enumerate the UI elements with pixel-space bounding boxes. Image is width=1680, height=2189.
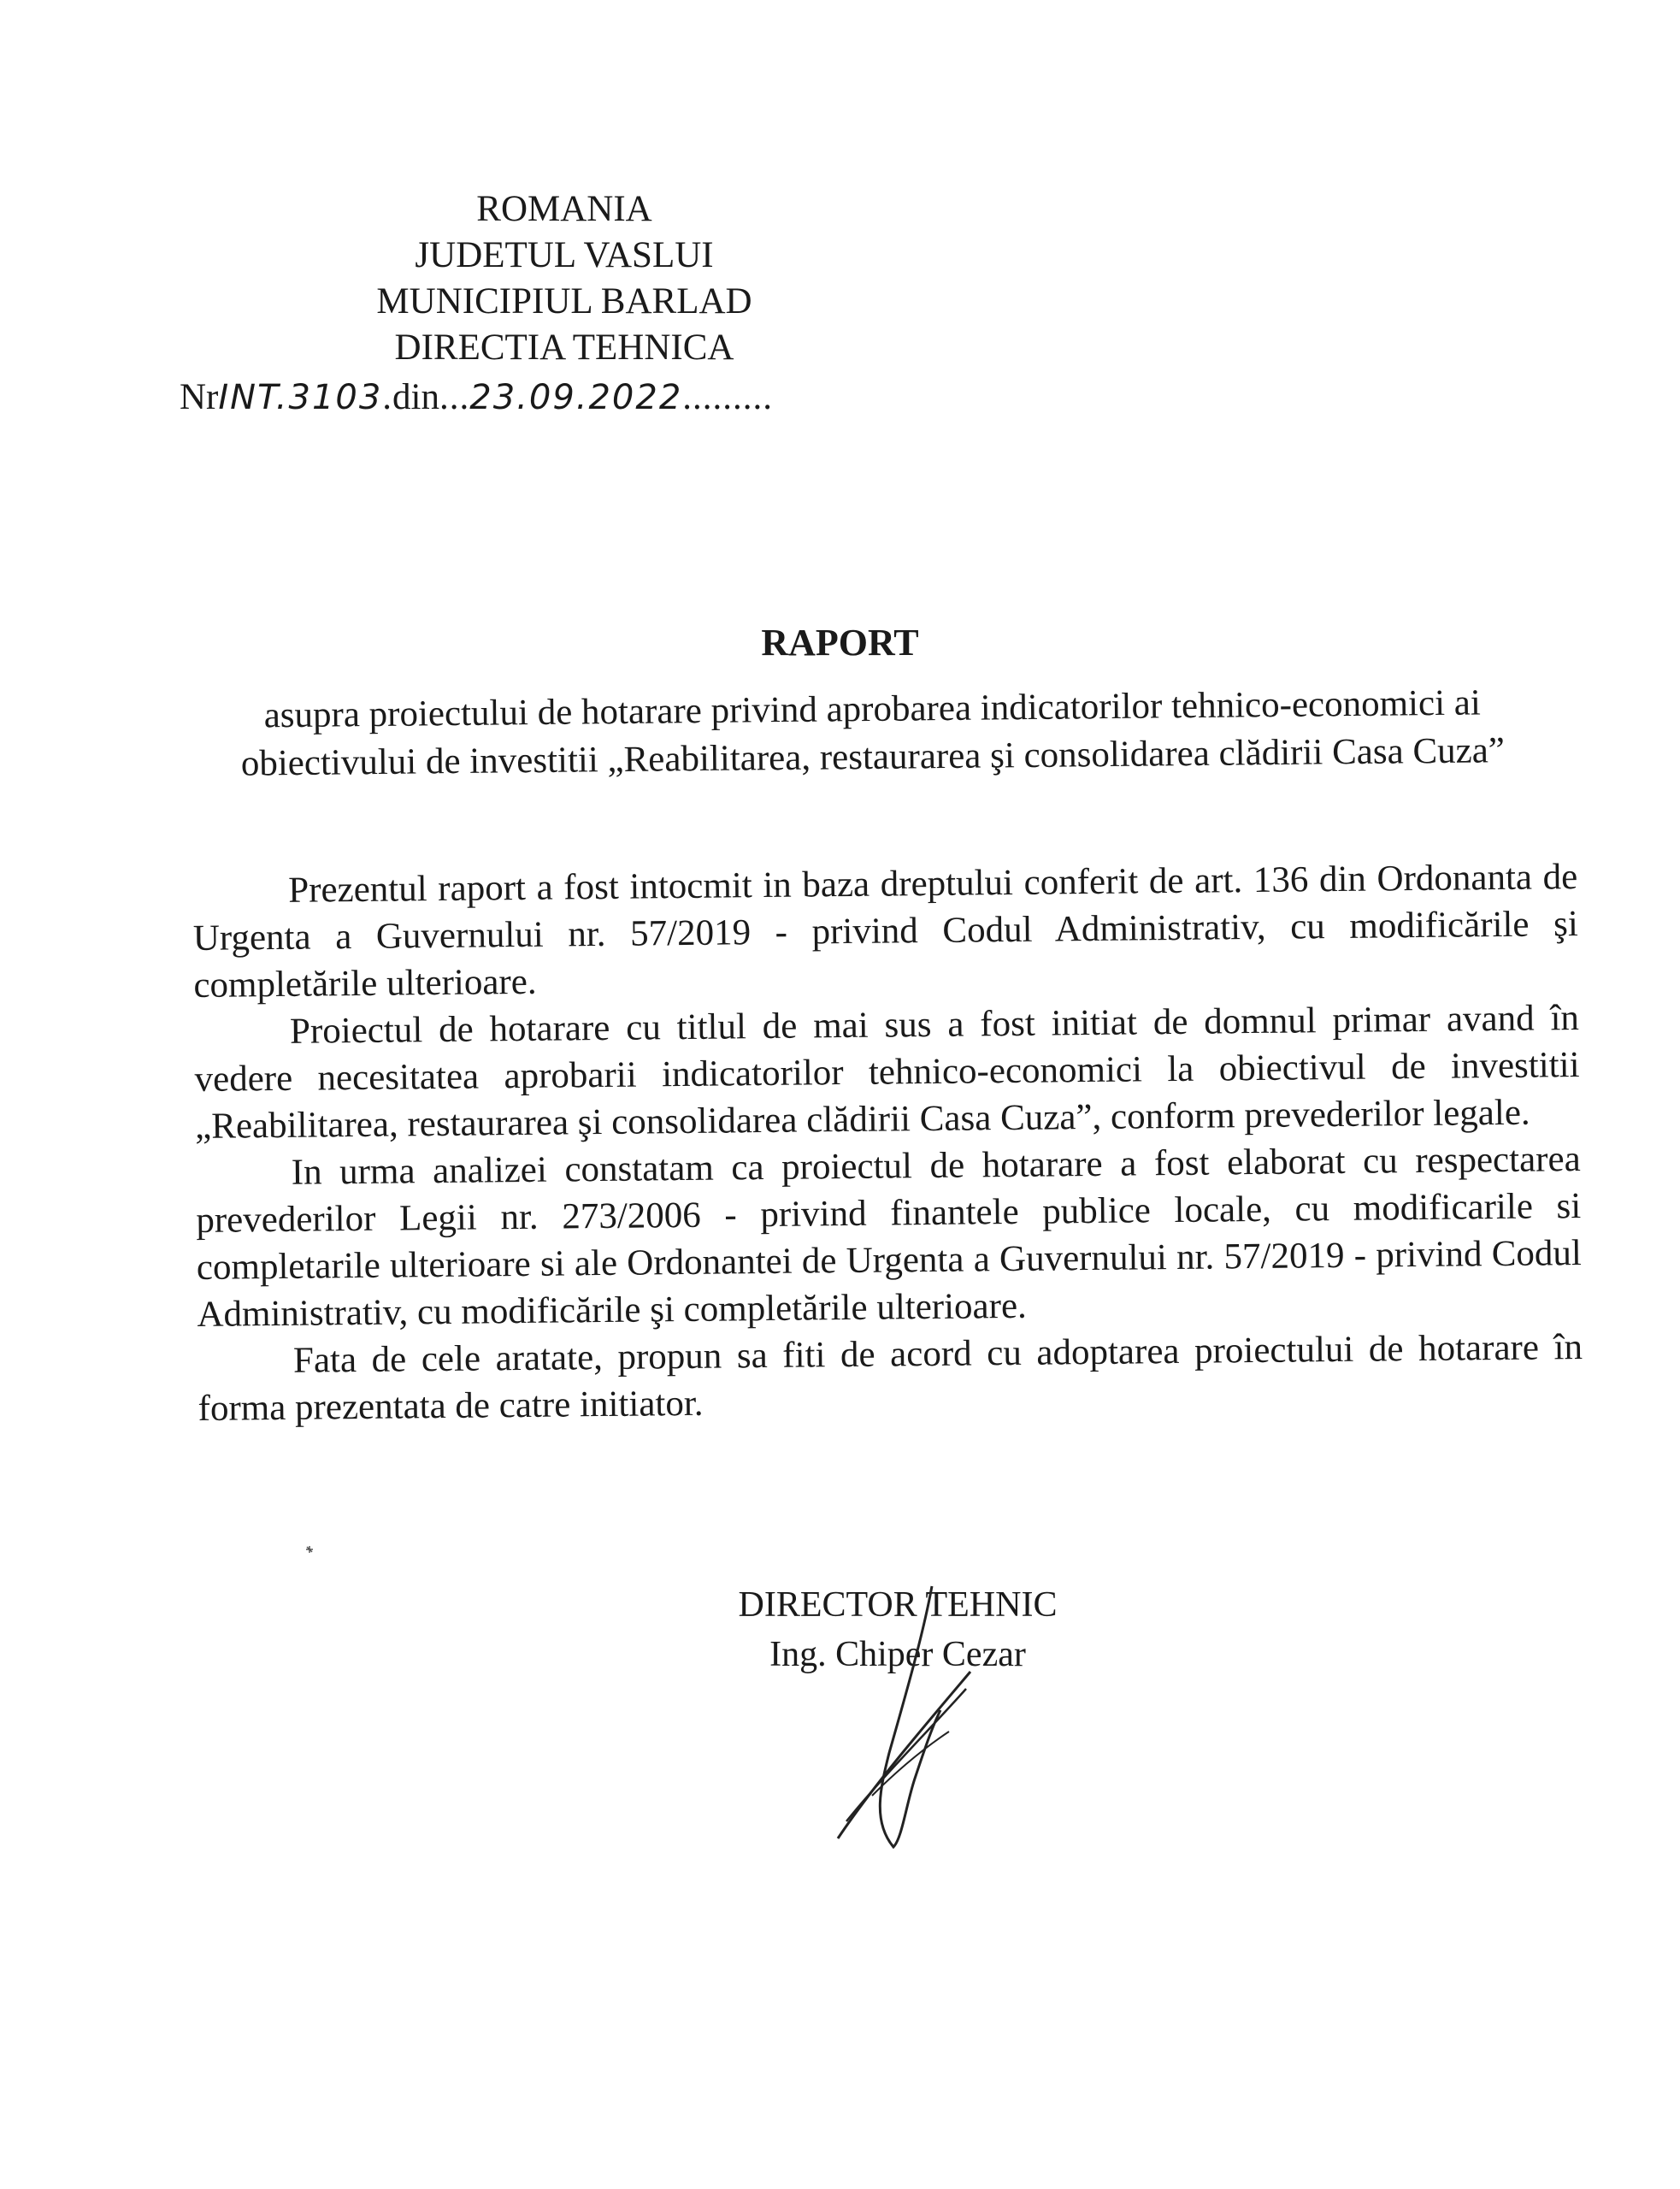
registration-date: 23.09.2022 [469, 378, 683, 417]
header-department: DIRECTIA TEHNICA [394, 327, 734, 368]
signatory-name: Ing. Chiper Cezar [769, 1635, 1026, 1674]
dots-separator: ......... [682, 377, 774, 417]
handwritten-signature [821, 1582, 992, 1864]
body-paragraph: Fata de cele aratate, propun sa fiti de acord cu adoptarea proiectului de hotarare în forma prezentata de catre initiator. [197, 1327, 1583, 1429]
din-label: din [392, 377, 439, 417]
header-municipality: MUNICIPIUL BARLAD [376, 281, 752, 322]
header-county: JUDETUL VASLUI [415, 235, 714, 275]
document-body [192, 853, 1583, 1432]
subject-line: asupra proiectului de hotarare privind aprobarea indicatorilor tehnico-economici ai [263, 682, 1482, 736]
signatory-role: DIRECTOR TEHNIC [738, 1585, 1058, 1625]
nr-label: Nr [180, 377, 219, 417]
dots-separator: ... [439, 377, 470, 417]
body-paragraph: Proiectul de hotarare cu titlul de mai sus a fost initiat de domnul primar avand în vedere necesitatea aprobarii indicatorilor tehnico-economici la obiectivul de investitii „Reabilitarea, restaurarea şi consolidarea clădirii Casa Cuza”, conform prevederilor legale. [194, 998, 1580, 1147]
registration-number: INT.3103 [218, 378, 383, 417]
document-title: RAPORT [761, 622, 919, 664]
document-subject [214, 679, 1531, 788]
registration-number-line [180, 376, 773, 418]
body-paragraph: In urma analizei constatam ca proiectul de hotarare a fost elaborat cu respectarea prevederilor Legii nr. 273/2006 - privind finantele publice locale, cu modificarile si completarile ulterioare si ale Ordonantei de Urgenta a Guvernului nr. 57/2019 - privind Codul Administrativ, cu modificările şi completările ulterioare. [196, 1139, 1583, 1335]
body-paragraph: Prezentul raport a fost intocmit in baza dreptului conferit de art. 136 din Ordonanta de Urgenta a Guvernului nr. 57/2019 - privind Codul Administrativ, cu modificările şi completările ulterioare. [192, 857, 1579, 1006]
institution-header [239, 186, 889, 371]
header-country: ROMANIA [476, 189, 652, 229]
dots-separator: . [382, 377, 393, 417]
subject-line: obiectivului de investitii „Reabilitarea, restaurarea şi consolidarea clădirii Casa Cuza” [240, 730, 1506, 784]
scan-speck-mark [304, 1543, 315, 1555]
